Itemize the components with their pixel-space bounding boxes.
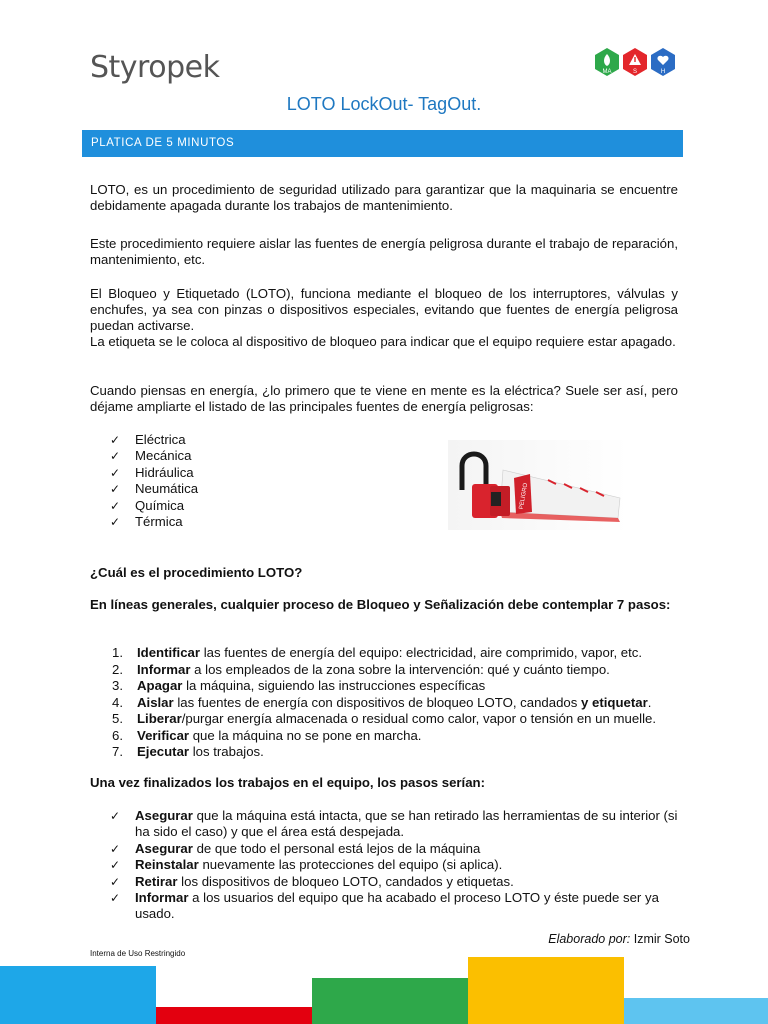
item-keyword: Reinstalar [135,857,199,873]
footer-note: Interna de Uso Restringido [90,949,186,958]
section-band-label: PLATICA DE 5 MINUTOS [91,137,235,149]
after-heading: Una vez finalizados los trabajos en el equipo, los pasos serían: [90,775,486,790]
mash-letter-ma: MA [602,69,612,75]
step-number: 4. [112,694,123,710]
section-band [82,130,683,157]
intro-paragraph-2: Este procedimiento requiere aislar las fuentes de energía peligrosa durante el trabajo de reparación, mantenimiento, etc. [90,236,678,267]
lockout-padlock-image [448,440,628,530]
item-keyword: Informar [135,890,189,906]
item-text: que la máquina está intacta, que se han retirado las herramientas de su interior (si ha sido el caso) y que el área está despejada. [135,808,678,840]
step-keyword: Aislar [137,694,174,710]
step-text: /purgar energía almacenada o residual como calor, vapor o tensión en un muelle. [181,711,657,726]
step-text: los trabajos. [189,744,264,759]
step-keyword: Identificar [137,645,201,660]
author-name: Izmir Soto [630,932,690,946]
list-item [112,728,687,745]
step-text-2: . [647,694,652,710]
intro-paragraph-4: Cuando piensas en energía, ¿lo primero que te viene en mente es la eléctrica? Suele ser así, pero déjame ampliarte el listado de las principales fuentes de energía peligrosas: [90,383,678,414]
list-item [110,874,680,890]
item-text: de que todo el personal está lejos de la máquina [192,840,481,856]
step-number: 5. [112,711,123,726]
step-text: las fuentes de energía del equipo: electricidad, aire comprimido, vapor, etc. [200,645,643,660]
list-item: ✓ Química [110,498,198,514]
step-number: 1. [112,645,123,660]
footer-bar-lightblue [624,998,768,1024]
tag-label-text: PELIGRO [518,482,530,510]
footer-bar-green [312,978,468,1024]
list-item [112,711,687,728]
after-steps-list [110,808,680,923]
step-keyword: Informar [137,661,191,677]
step-number: 3. [112,678,123,693]
logo-text: Styropek [90,50,220,85]
step-text: a los empleados de la zona sobre la intervención: qué y cuánto tiempo. [190,661,610,677]
procedure-question: ¿Cuál es el procedimiento LOTO? [90,565,303,580]
intro-paragraph-3a: El Bloqueo y Etiquetado (LOTO), funciona mediante el bloqueo de los interruptores, válvulas y enchufes, ya sea con pinzas o dispositivos especiales, evitando que fuentes de energía peligrosa puedan activarse. [90,286,678,333]
item-text: los dispositivos de bloqueo LOTO, candados y etiquetas. [177,873,514,889]
list-item [110,890,680,923]
mash-letter-s: S [632,69,638,75]
list-item [112,695,687,712]
item-keyword: Asegurar [135,840,193,856]
document-title: LOTO LockOut- TagOut. [286,94,482,114]
footer-bar-red [156,1007,312,1024]
procedure-steps [112,645,687,761]
step-number: 6. [112,727,123,743]
step-number: 2. [112,661,123,677]
styropek-logo [90,50,219,85]
list-item [112,662,687,679]
intro-paragraph-1: LOTO, es un procedimiento de seguridad utilizado para garantizar que la maquinaria se encuentre debidamente apagada durante los trabajos de mantenimiento. [90,182,678,213]
step-text: la máquina, siguiendo las instrucciones específicas [182,678,486,693]
list-item [112,645,687,662]
footer-bar-yellow [468,957,624,1024]
list-item: ✓ Mecánica [110,448,198,464]
mash-letter-h: H [660,69,666,75]
list-item [112,744,687,761]
list-item [110,808,680,841]
list-item [112,678,687,695]
footer-bar-blue [0,966,156,1024]
item-text: a los usuarios del equipo que ha acabado el proceso LOTO y éste puede ser ya usado. [135,890,659,922]
step-text: que la máquina no se pone en marcha. [189,727,422,743]
list-item [110,857,680,873]
list-item: ✓ Térmica [110,514,198,530]
list-item: ✓ Neumática [110,481,198,497]
procedure-intro: En líneas generales, cualquier proceso de Bloqueo y Señalización debe contemplar 7 pasos: [90,597,671,612]
mash-logo-icon [593,46,677,84]
step-keyword: Liberar [137,711,182,726]
item-keyword: Asegurar [135,808,193,823]
list-item: ✓ Hidráulica [110,465,198,481]
item-keyword: Retirar [135,873,178,889]
step-text: las fuentes de energía con dispositivos de bloqueo LOTO, candados [173,694,582,710]
energy-list [110,432,198,530]
step-keyword-2: y etiquetar [581,694,648,710]
author-label: Elaborado por: [548,932,631,946]
intro-paragraph-3b: La etiqueta se le coloca al dispositivo de bloqueo para indicar que el equipo requiere estar apagado. [90,334,676,349]
list-item [110,841,680,857]
list-item: ✓ Eléctrica [110,432,198,448]
step-keyword: Ejecutar [137,744,190,759]
author-line [470,932,690,946]
item-text: nuevamente las protecciones del equipo (si aplica). [198,857,503,873]
step-keyword: Apagar [137,678,183,693]
step-keyword: Verificar [137,727,190,743]
step-number: 7. [112,744,123,759]
